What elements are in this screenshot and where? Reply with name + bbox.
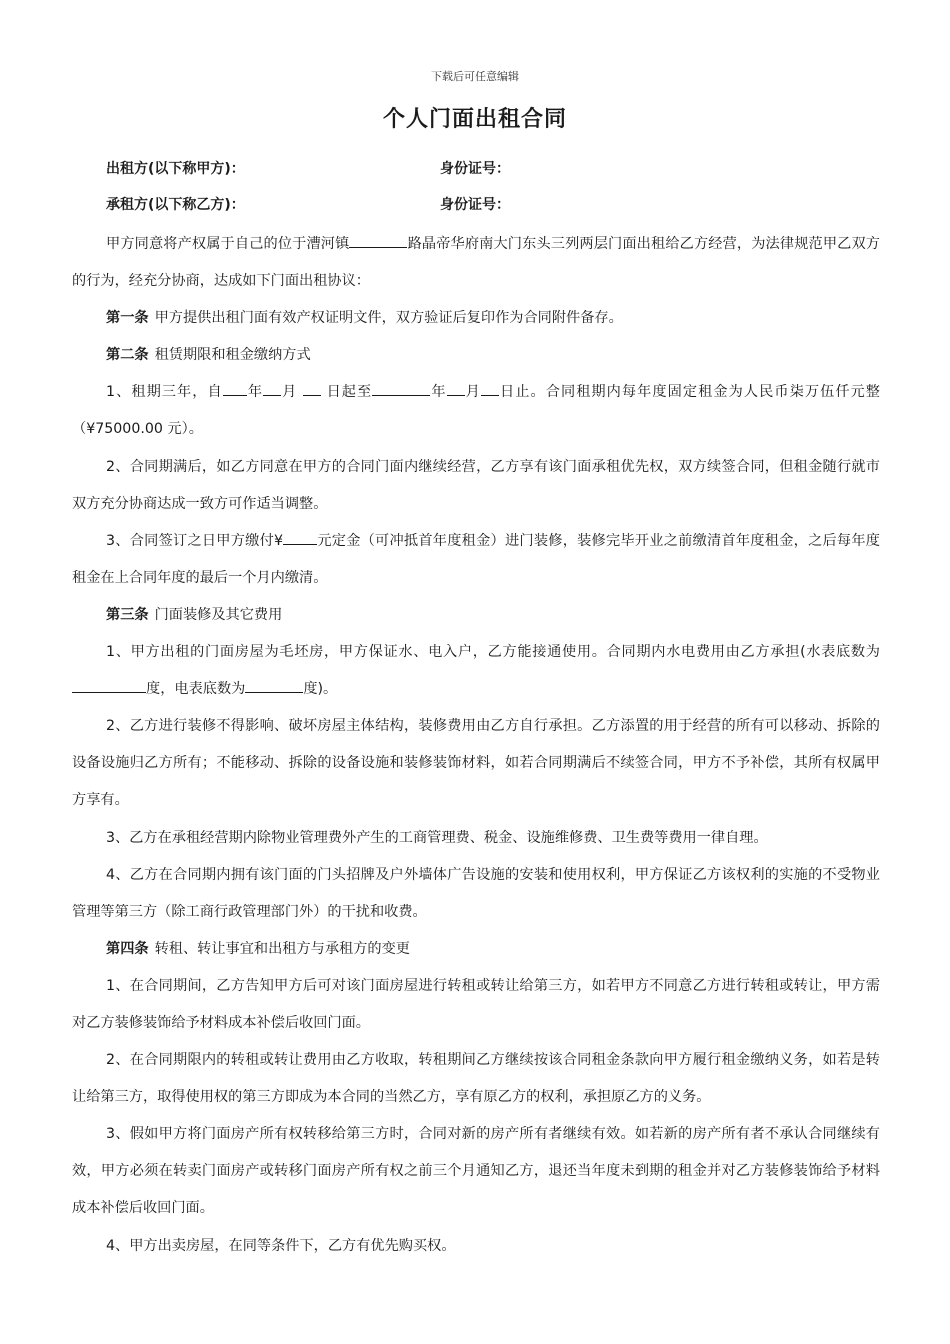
clause-text: 度)。: [303, 681, 338, 698]
article-3-clause-4: 4、乙方在合同期内拥有该门面的门头招牌及户外墙体广告设施的安装和使用权利，甲方保证乙方该权利的实施的不受物业管理等第三方（除工商行政管理部门外）的干扰和收费。: [72, 866, 880, 920]
article-4-number: 第四条: [106, 940, 149, 957]
article-2-heading: [72, 337, 880, 374]
end-year-blank: [372, 379, 430, 396]
article-3-clause-3: 3、乙方在承租经营期内除物业管理费外产生的工商管理费、税金、设施维修费、卫生费等费用一律自理。: [106, 829, 768, 846]
water-meter-blank: [72, 676, 146, 693]
clause-text: 月: [281, 384, 298, 401]
article-2-number: 第二条: [106, 347, 149, 364]
deposit-blank: [283, 528, 317, 545]
article-4-heading: [72, 931, 880, 968]
start-month-blank: [263, 379, 281, 396]
lessor-label: 出租方(以下称甲方)：: [106, 161, 245, 177]
lessor-id-label: 身份证号：: [440, 161, 510, 177]
article-3-number: 第三条: [106, 606, 149, 623]
intro-text-2: 路晶帝华府南大门东头三列两层门面出租给乙方经营，为法律规范甲乙双方的行为，经充分协商，达成如下门面出租协议：: [72, 236, 880, 290]
article-2-title: 租赁期限和租金缴纳方式: [154, 347, 311, 364]
article-4-clause-3: 3、假如甲方将门面房产所有权转移给第三方时，合同对新的房产所有者继续有效。如若新的房产所有者不承认合同继续有效，甲方必须在转卖门面房产或转移门面房产所有权之前三个月通知乙方，退还当年度未到期的租金并对乙方装修装饰给予材料成本补偿后收回门面。: [72, 1126, 880, 1217]
clause-text: 日止。合同租期内每年度固定租金为人民币柒万伍仟元整（¥75000.00 元）。: [72, 384, 880, 438]
article-2-clause-1: [72, 374, 880, 448]
end-day-blank: [481, 379, 499, 396]
clause-text: 1、甲方出租的门面房屋为毛坯房，甲方保证水、电入户，乙方能接通使用。合同期内水电费用由乙方承担(水表底数为: [106, 644, 880, 661]
clause-text: 年: [246, 384, 264, 401]
article-1: [72, 300, 880, 337]
article-3-heading: [72, 597, 880, 634]
article-3-title: 门面装修及其它费用: [154, 606, 283, 623]
start-year-blank: [223, 379, 247, 396]
lessee-row: [106, 194, 510, 214]
article-1-text: 甲方提供出租门面有效产权证明文件，双方验证后复印作为合同附件备存。: [154, 310, 623, 327]
article-3-clause-2: 2、乙方进行装修不得影响、破坏房屋主体结构，装修费用由乙方自行承担。乙方添置的用于经营的所有可以移动、拆除的设备设施归乙方所有；不能移动、拆除的设备设施和装修装饰材料，如若合同期满后不续签合同，甲方不予补偿，其所有权属甲方享有。: [72, 718, 880, 809]
lessee-id-label: 身份证号：: [440, 197, 510, 213]
header-note: 下载后可任意编辑: [431, 70, 519, 83]
article-3-clause-1: [72, 634, 880, 708]
article-4-title: 转租、转让事宜和出租方与承租方的变更: [154, 940, 410, 957]
clause-text: 元定金（可冲抵首年度租金）进门装修，装修完毕开业之前缴清首年度租金，之后每年度租金在上合同年度的最后一个月内缴清。: [72, 532, 880, 586]
intro-text-1: 甲方同意将产权属于自己的位于漕河镇: [106, 236, 350, 252]
article-4-clause-1: 1、在合同期间，乙方告知甲方后可对该门面房屋进行转租或转让给第三方，如若甲方不同意乙方进行转租或转让，甲方需对乙方装修装饰给予材料成本补偿后收回门面。: [72, 977, 880, 1031]
article-2-clause-2: 2、合同期满后，如乙方同意在甲方的合同门面内继续经营，乙方享有该门面承租优先权，双方续签合同，但租金随行就市双方充分协商达成一致方可作适当调整。: [72, 458, 880, 512]
address-blank: [349, 231, 407, 248]
document-title: 个人门面出租合同: [382, 107, 567, 132]
article-2-clause-3: [72, 523, 880, 597]
article-1-number: 第一条: [106, 310, 149, 327]
clause-text: 1、租期三年，自: [106, 384, 223, 401]
end-month-blank: [447, 379, 465, 396]
clause-text: 度，电表底数为: [146, 681, 246, 698]
clause-text: 年: [430, 384, 447, 401]
clause-text: 3、合同签订之日甲方缴付¥: [106, 532, 284, 549]
clause-text: 月: [464, 384, 481, 401]
electric-meter-blank: [245, 676, 303, 693]
intro-paragraph: [72, 226, 880, 300]
lessee-label: 承租方(以下称乙方)：: [106, 197, 245, 213]
article-4-clause-4: 4、甲方出卖房屋，在同等条件下，乙方有优先购买权。: [106, 1237, 456, 1254]
clause-text: 日起至: [326, 384, 373, 401]
article-4-clause-2: 2、在合同期限内的转租或转让费用由乙方收取，转租期间乙方继续按该合同租金条款向甲方履行租金缴纳义务，如若是转让给第三方，取得使用权的第三方即成为本合同的当然乙方，享有原乙方的权利，承担原乙方的义务。: [72, 1052, 880, 1106]
start-day-blank: [303, 379, 321, 396]
lessor-row: [106, 158, 510, 178]
contract-body: [72, 226, 880, 1265]
